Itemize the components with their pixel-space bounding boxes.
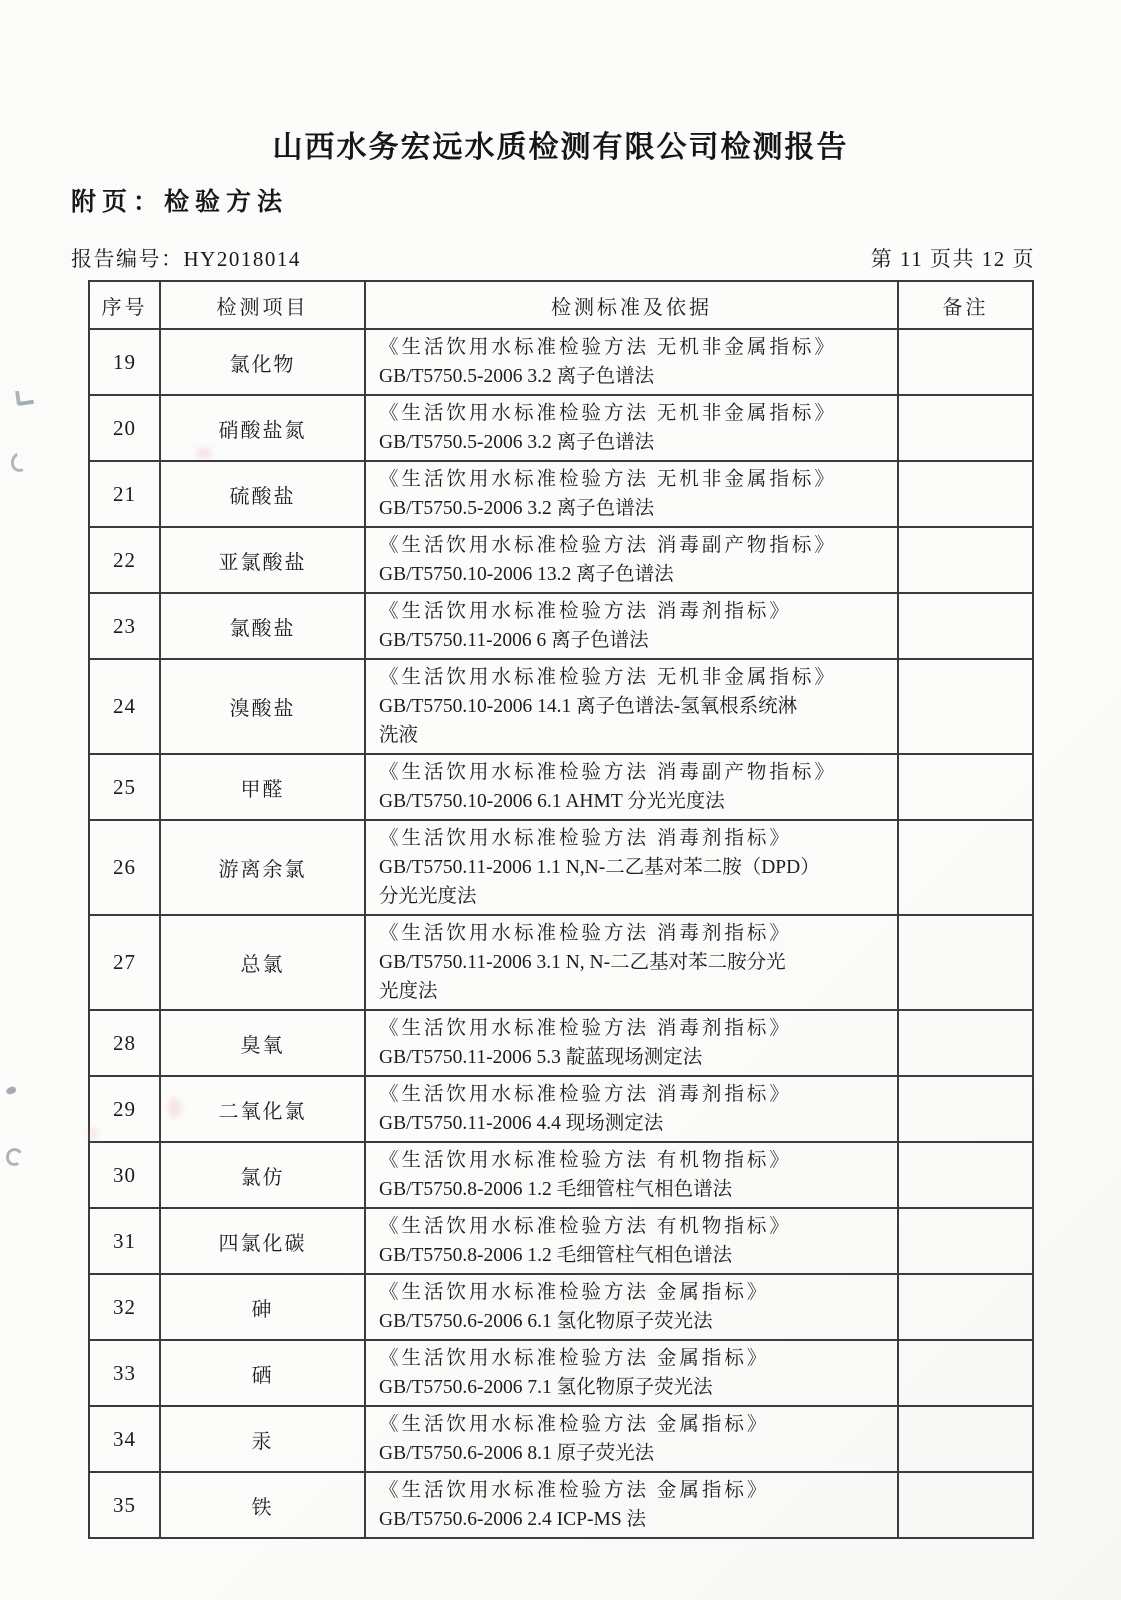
table-row bbox=[89, 329, 1033, 395]
standard-line: GB/T5750.6-2006 6.1 氢化物原子荧光法 bbox=[379, 1311, 713, 1332]
table-row bbox=[89, 915, 1033, 1010]
page-indicator: 第 11 页共 12 页 bbox=[870, 247, 1035, 271]
header-col-remark: 备注 bbox=[898, 281, 1033, 329]
table-row bbox=[89, 461, 1033, 527]
standard-line: GB/T5750.10-2006 13.2 离子色谱法 bbox=[379, 564, 674, 585]
standard-line: 《生活饮用水标准检验方法 消毒剂指标》 bbox=[379, 601, 792, 622]
test-item-cell: 硫酸盐 bbox=[160, 461, 365, 527]
standard-line: GB/T5750.5-2006 3.2 离子色谱法 bbox=[379, 432, 655, 453]
test-standard-cell bbox=[365, 659, 898, 754]
row-number-cell: 27 bbox=[89, 915, 160, 1010]
remark-cell bbox=[898, 659, 1033, 754]
page-title: 山西水务宏远水质检测有限公司检测报告 bbox=[272, 131, 849, 164]
remark-cell bbox=[898, 593, 1033, 659]
row-number-cell: 28 bbox=[89, 1010, 160, 1076]
table-row bbox=[89, 395, 1033, 461]
standard-line: 《生活饮用水标准检验方法 金属指标》 bbox=[379, 1414, 770, 1435]
standard-line: 《生活饮用水标准检验方法 消毒剂指标》 bbox=[379, 828, 792, 849]
standard-line: GB/T5750.5-2006 3.2 离子色谱法 bbox=[379, 366, 655, 387]
test-item-cell: 砷 bbox=[160, 1274, 365, 1340]
header-col-item: 检测项目 bbox=[160, 281, 365, 329]
scan-artifact bbox=[5, 1086, 16, 1095]
test-standard-cell bbox=[365, 1406, 898, 1472]
standard-line: 《生活饮用水标准检验方法 无机非金属指标》 bbox=[379, 667, 837, 688]
standard-line: 《生活饮用水标准检验方法 消毒剂指标》 bbox=[379, 923, 792, 944]
standard-line: GB/T5750.6-2006 7.1 氢化物原子荧光法 bbox=[379, 1377, 713, 1398]
row-number-cell: 25 bbox=[89, 754, 160, 820]
test-item-cell: 硒 bbox=[160, 1340, 365, 1406]
remark-cell bbox=[898, 1472, 1033, 1538]
remark-cell bbox=[898, 1010, 1033, 1076]
standard-line: GB/T5750.8-2006 1.2 毛细管柱气相色谱法 bbox=[379, 1245, 733, 1266]
test-standard-cell bbox=[365, 1472, 898, 1538]
remark-cell bbox=[898, 461, 1033, 527]
standard-line: GB/T5750.6-2006 8.1 原子荧光法 bbox=[379, 1443, 655, 1464]
remark-cell bbox=[898, 1076, 1033, 1142]
row-number-cell: 20 bbox=[89, 395, 160, 461]
standard-line: 《生活饮用水标准检验方法 消毒剂指标》 bbox=[379, 1018, 792, 1039]
remark-cell bbox=[898, 754, 1033, 820]
table-row bbox=[89, 1076, 1033, 1142]
test-item-cell: 甲醛 bbox=[160, 754, 365, 820]
remark-cell bbox=[898, 915, 1033, 1010]
table-row bbox=[89, 1010, 1033, 1076]
standard-line: GB/T5750.11-2006 1.1 N,N-二乙基对苯二胺（DPD） bbox=[379, 857, 820, 878]
remark-cell bbox=[898, 1406, 1033, 1472]
test-standard-cell bbox=[365, 754, 898, 820]
remark-cell bbox=[898, 1340, 1033, 1406]
standard-line: GB/T5750.5-2006 3.2 离子色谱法 bbox=[379, 498, 655, 519]
standard-line: GB/T5750.6-2006 2.4 ICP-MS 法 bbox=[379, 1509, 647, 1530]
appendix-subtitle: 附页：检验方法 bbox=[71, 188, 289, 216]
standard-line: GB/T5750.10-2006 14.1 离子色谱法-氢氧根系统淋 bbox=[379, 696, 798, 717]
row-number-cell: 24 bbox=[89, 659, 160, 754]
standard-line: 《生活饮用水标准检验方法 消毒副产物指标》 bbox=[379, 762, 837, 783]
standard-line: 《生活饮用水标准检验方法 无机非金属指标》 bbox=[379, 403, 837, 424]
remark-cell bbox=[898, 1208, 1033, 1274]
standard-line: GB/T5750.11-2006 5.3 靛蓝现场测定法 bbox=[379, 1047, 703, 1068]
remark-cell bbox=[898, 329, 1033, 395]
test-standard-cell bbox=[365, 593, 898, 659]
table-row bbox=[89, 527, 1033, 593]
test-standard-cell bbox=[365, 1208, 898, 1274]
report-number bbox=[71, 243, 301, 273]
test-item-cell: 二氧化氯 bbox=[160, 1076, 365, 1142]
standard-line: 《生活饮用水标准检验方法 有机物指标》 bbox=[379, 1216, 792, 1237]
standard-line: GB/T5750.11-2006 6 离子色谱法 bbox=[379, 630, 649, 651]
row-number-cell: 33 bbox=[89, 1340, 160, 1406]
header-col-standard: 检测标准及依据 bbox=[365, 281, 898, 329]
test-item-cell: 四氯化碳 bbox=[160, 1208, 365, 1274]
test-item-cell: 游离余氯 bbox=[160, 820, 365, 915]
test-standard-cell bbox=[365, 527, 898, 593]
standard-line: 《生活饮用水标准检验方法 消毒剂指标》 bbox=[379, 1084, 792, 1105]
test-standard-cell bbox=[365, 395, 898, 461]
row-number-cell: 35 bbox=[89, 1472, 160, 1538]
standard-line: 《生活饮用水标准检验方法 金属指标》 bbox=[379, 1480, 770, 1501]
test-standard-cell bbox=[365, 1142, 898, 1208]
remark-cell bbox=[898, 1274, 1033, 1340]
test-standard-cell bbox=[365, 1340, 898, 1406]
table-row bbox=[89, 820, 1033, 915]
test-item-cell: 总氯 bbox=[160, 915, 365, 1010]
header-col-no: 序号 bbox=[89, 281, 160, 329]
remark-cell bbox=[898, 1142, 1033, 1208]
table-row bbox=[89, 1274, 1033, 1340]
standard-line: GB/T5750.11-2006 4.4 现场测定法 bbox=[379, 1113, 664, 1134]
row-number-cell: 34 bbox=[89, 1406, 160, 1472]
test-methods-table bbox=[88, 280, 1034, 1539]
test-item-cell: 溴酸盐 bbox=[160, 659, 365, 754]
remark-cell bbox=[898, 395, 1033, 461]
report-meta-row bbox=[71, 243, 1035, 273]
test-item-cell: 汞 bbox=[160, 1406, 365, 1472]
scan-artifact bbox=[4, 1146, 24, 1167]
test-standard-cell bbox=[365, 915, 898, 1010]
remark-cell bbox=[898, 527, 1033, 593]
row-number-cell: 23 bbox=[89, 593, 160, 659]
table-header-row bbox=[89, 281, 1033, 329]
standard-line: 《生活饮用水标准检验方法 金属指标》 bbox=[379, 1348, 770, 1369]
standard-line: 《生活饮用水标准检验方法 无机非金属指标》 bbox=[379, 469, 837, 490]
row-number-cell: 22 bbox=[89, 527, 160, 593]
row-number-cell: 29 bbox=[89, 1076, 160, 1142]
test-standard-cell bbox=[365, 461, 898, 527]
standard-line: 光度法 bbox=[379, 981, 438, 1002]
remark-cell bbox=[898, 820, 1033, 915]
row-number-cell: 26 bbox=[89, 820, 160, 915]
test-item-cell: 臭氧 bbox=[160, 1010, 365, 1076]
test-item-cell: 氯化物 bbox=[160, 329, 365, 395]
standard-line: 《生活饮用水标准检验方法 有机物指标》 bbox=[379, 1150, 792, 1171]
test-standard-cell bbox=[365, 1076, 898, 1142]
standard-line: 《生活饮用水标准检验方法 消毒副产物指标》 bbox=[379, 535, 837, 556]
scan-artifact bbox=[8, 450, 32, 475]
report-number-label: 报告编号： bbox=[71, 247, 184, 271]
test-item-cell: 硝酸盐氮 bbox=[160, 395, 365, 461]
standard-line: GB/T5750.8-2006 1.2 毛细管柱气相色谱法 bbox=[379, 1179, 733, 1200]
test-item-cell: 氯酸盐 bbox=[160, 593, 365, 659]
table-row bbox=[89, 754, 1033, 820]
test-standard-cell bbox=[365, 1274, 898, 1340]
standard-line: 《生活饮用水标准检验方法 无机非金属指标》 bbox=[379, 337, 837, 358]
standard-line: 洗液 bbox=[379, 725, 419, 746]
row-number-cell: 32 bbox=[89, 1274, 160, 1340]
test-item-cell: 铁 bbox=[160, 1472, 365, 1538]
standard-line: GB/T5750.11-2006 3.1 N, N-二乙基对苯二胺分光 bbox=[379, 952, 786, 973]
table-row bbox=[89, 1142, 1033, 1208]
scan-artifact bbox=[15, 389, 34, 406]
table-row bbox=[89, 1340, 1033, 1406]
test-standard-cell bbox=[365, 1010, 898, 1076]
table-row bbox=[89, 1472, 1033, 1538]
table-row bbox=[89, 1406, 1033, 1472]
row-number-cell: 31 bbox=[89, 1208, 160, 1274]
standard-line: 分光光度法 bbox=[379, 886, 477, 907]
standard-line: GB/T5750.10-2006 6.1 AHMT 分光光度法 bbox=[379, 791, 725, 812]
standard-line: 《生活饮用水标准检验方法 金属指标》 bbox=[379, 1282, 770, 1303]
row-number-cell: 19 bbox=[89, 329, 160, 395]
test-standard-cell bbox=[365, 329, 898, 395]
row-number-cell: 21 bbox=[89, 461, 160, 527]
row-number-cell: 30 bbox=[89, 1142, 160, 1208]
table-row bbox=[89, 659, 1033, 754]
test-item-cell: 亚氯酸盐 bbox=[160, 527, 365, 593]
table-row bbox=[89, 1208, 1033, 1274]
test-item-cell: 氯仿 bbox=[160, 1142, 365, 1208]
test-standard-cell bbox=[365, 820, 898, 915]
table-row bbox=[89, 593, 1033, 659]
report-number-value: HY2018014 bbox=[183, 247, 301, 271]
